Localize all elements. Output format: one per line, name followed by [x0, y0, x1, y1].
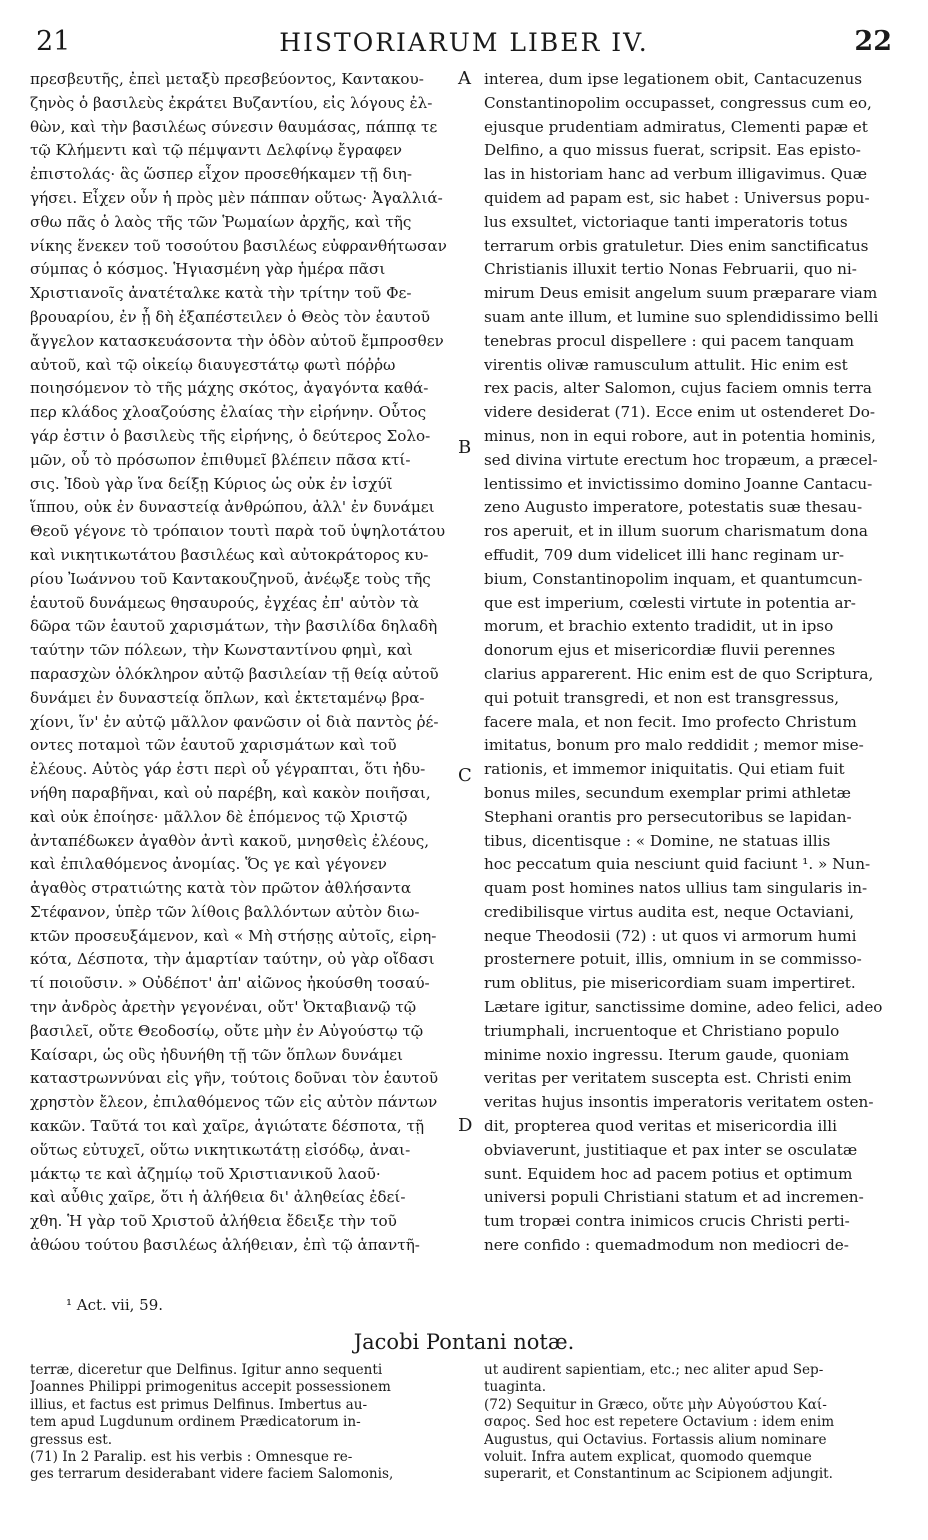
- greek-text-line: πρεσβευτῆς, ἐπεὶ μεταξὺ πρεσβεύοντος, Καντακου-: [30, 70, 424, 88]
- note-line: (71) In 2 Paralip. est his verbis : Omnesque re-: [30, 1449, 353, 1466]
- greek-text-line: μῶν, οὗ τὸ πρόσωπον ἐπιθυμεῖ βλέπειν πᾶσα κτί-: [30, 450, 411, 469]
- latin-text-line: veritas per veritatem suscepta est. Christi enim: [484, 1069, 852, 1088]
- margin-marker-a: A: [458, 68, 471, 89]
- greek-text-line: γάρ ἐστιν ὁ βασιλεὺς τῆς εἰρήνης, ὁ δεύτερος Σολο-: [30, 426, 431, 445]
- greek-text-line: χρηστὸν ἔλεον, ἐπιλαθόμενος τῶν εἰς αὐτὸν πάντων: [30, 1093, 438, 1112]
- greek-text-line: κότα, Δέσποτα, τὴν ἁμαρτίαν ταύτην, οὐ γὰρ οἴδασι: [30, 950, 435, 969]
- greek-text-column: [30, 68, 458, 1258]
- notes-column-right: [484, 1362, 892, 1484]
- greek-text-line: καὶ ἐπιλαθόμενος ἀνομίας. Ὅς γε καὶ γέγονεν: [30, 855, 387, 874]
- latin-text-line: rum oblitus, pie misericordiam suam impertiret.: [484, 974, 856, 993]
- greek-text-line: περ κλάδος χλοαζούσης ἐλαίας τὴν εἰρήνην. Οὗτος: [30, 403, 427, 422]
- latin-text-line: interea, dum ipse legationem obit, Cantacuzenus: [484, 70, 863, 88]
- latin-text-line: effudit, 709 dum videlicet illi hanc reginam ur-: [484, 545, 845, 564]
- greek-text-line: ἑαυτοῦ δυνάμεως θησαυρούς, ἐγχέας ἐπ' αὐτὸν τὰ: [30, 593, 419, 612]
- latin-text-line: morum, et brachio extento tradidit, ut in ipso: [484, 617, 834, 636]
- latin-text-line: suam ante illum, et lumine suo splendidissimo belli: [484, 307, 879, 326]
- note-line: ut audirent sapientiam, etc.; nec aliter apud Sep-: [484, 1362, 824, 1378]
- note-line: superarit, et Constantinum ac Scipionem adjungit.: [484, 1466, 833, 1483]
- latin-text-line: ejusque prudentiam admiratus, Clementi papæ et: [484, 117, 868, 136]
- latin-text-line: rex pacis, alter Salomon, cujus faciem omnis terra: [484, 379, 872, 398]
- note-line: tuaginta.: [484, 1379, 547, 1396]
- greek-text-line: νίκης ἕνεκεν τοῦ τοσούτου βασιλέως εὐφρανθήτωσαν: [30, 236, 447, 255]
- greek-text-line: Στέφανον, ὑπὲρ τῶν λίθοις βαλλόντων αὐτὸν διω-: [30, 902, 420, 921]
- latin-text-line: tibus, dicentisque : « Domine, ne statuas illis: [484, 831, 831, 850]
- latin-text-line: ros aperuit, et in illum suorum charismatum dona: [484, 522, 868, 541]
- latin-text-line: credibilisque virtus audita est, neque Octaviani,: [484, 902, 855, 921]
- greek-text-line: καὶ νικητικωτάτου βασιλέως καὶ αὐτοκράτορος κυ-: [30, 545, 429, 564]
- greek-text-line: σύμπας ὁ κόσμος. Ἡγιασμένη γὰρ ἡμέρα πᾶσι: [30, 260, 386, 279]
- greek-text-line: ταύτην τῶν πόλεων, τὴν Κωνσταντίνου φημὶ, καὶ: [30, 641, 413, 660]
- latin-text-line: universi populi Christiani statum et ad incremen-: [484, 1188, 864, 1207]
- greek-text-line: ποιησόμενον τὸ τῆς μάχης σκότος, ἀγαγόντα καθά-: [30, 379, 429, 398]
- greek-text-line: γήσει. Εἶχεν οὖν ἡ πρὸς μὲν πάππαν οὕτως· Ἀγαλλιά-: [30, 188, 443, 207]
- greek-text-line: αὐτοῦ, καὶ τῷ οἰκείῳ διαυγεστάτῳ φωτὶ πόῤῥω: [30, 355, 396, 374]
- latin-text-line: imitatus, bonum pro malo reddidit ; memor mise-: [484, 736, 864, 755]
- note-line: illius, et factus est primus Delfinus. Imbertus au-: [30, 1396, 368, 1413]
- latin-text-line: clarius apparerent. Hic enim est de quo Scriptura,: [484, 664, 874, 683]
- latin-text-line: lentissimo et invictissimo domino Joanne Cantacu-: [484, 474, 873, 493]
- latin-text-line: bonus miles, secundum exemplar primi athletæ: [484, 783, 851, 802]
- note-line: tem apud Lugdunum ordinem Prædicatorum in-: [30, 1414, 361, 1431]
- greek-text-line: μάκτῳ τε καὶ ἀζημίῳ τοῦ Χριστιανικοῦ λαοῦ·: [30, 1164, 381, 1183]
- greek-text-line: βασιλεῖ, οὔτε Θεοδοσίῳ, οὔτε μὴν ἐν Αὐγούστῳ τῷ: [30, 1021, 424, 1040]
- greek-text-line: θὼν, καὶ τὴν βασιλέως σύνεσιν θαυμάσας, πάππᾳ τε: [30, 117, 438, 136]
- greek-text-line: σις. Ἰδοὺ γὰρ ἵνα δείξῃ Κύριος ὡς οὐκ ἐν ἰσχύϊ: [30, 474, 393, 493]
- latin-text-line: triumphali, incruentoque et Christiano populo: [484, 1021, 840, 1040]
- greek-text-line: οντες ποταμοὶ τῶν ἑαυτοῦ χαρισμάτων καὶ τοῦ: [30, 736, 397, 755]
- latin-text-line: minime noxio ingressu. Iterum gaude, quoniam: [484, 1045, 850, 1064]
- latin-text-line: donorum ejus et misericordiæ fluvii perennes: [484, 641, 836, 660]
- greek-text-line: κακῶν. Ταῦτά τοι καὶ χαῖρε, ἁγιώτατε δέσποτα, τῇ: [30, 1117, 425, 1136]
- greek-text-line: χίονι, ἵν' ἐν αὐτῷ μᾶλλον φανῶσιν οἱ διὰ παντὸς ῥέ-: [30, 712, 439, 731]
- footnote: ¹ Act. vii, 59.: [66, 1296, 164, 1314]
- greek-text-line: κτῶν προσευξάμενον, καὶ « Μὴ στήσῃς αὐτοῖς, εἰρη-: [30, 926, 437, 945]
- greek-text-line: τί ποιοῦσιν. » Οὐδέποτ' ἀπ' αἰῶνος ἠκούσθη τοσαύ-: [30, 974, 430, 993]
- greek-text-line: καὶ οὐκ ἐποίησε· μᾶλλον δὲ ἑπόμενος τῷ Χριστῷ: [30, 807, 408, 826]
- note-line: ges terrarum desiderabant videre faciem Salomonis,: [30, 1466, 394, 1483]
- latin-text-line: videre desiderat (71). Ecce enim ut ostenderet Do-: [484, 403, 876, 422]
- note-line: Joannes Philippi primogenitus accepit possessionem: [30, 1379, 391, 1396]
- latin-text-line: Delfino, a quo missus fuerat, scripsit. Eas episto-: [484, 141, 861, 160]
- running-title: HISTORIARUM LIBER IV.: [279, 28, 649, 57]
- greek-text-line: ἐπιστολάς· ἃς ὥσπερ εἶχον προσεθήκαμεν τῇ διη-: [30, 165, 412, 184]
- greek-text-line: βρουαρίου, ἐν ᾗ δὴ ἐξαπέστειλεν ὁ Θεὸς τὸν ἑαυτοῦ: [30, 307, 431, 326]
- note-line: (72) Sequitur in Græco, οὔτε μὴν Αὐγούστου Καί-: [484, 1396, 827, 1413]
- latin-text-line: sed divina virtute erectum hoc tropæum, a præcel-: [484, 450, 878, 469]
- greek-text-line: δῶρα τῶν ἑαυτοῦ χαρισμάτων, τὴν βασιλίδα δηλαδὴ: [30, 617, 438, 636]
- latin-text-line: lus exsultet, victoriaque tanti imperatoris totus: [484, 212, 848, 231]
- latin-text-line: veritas hujus insontis imperatoris veritatem osten-: [484, 1093, 874, 1112]
- latin-text-line: dit, propterea quod veritas et misericordia illi: [484, 1117, 837, 1136]
- greek-text-line: ἀθώου τούτου βασιλέως ἀλήθειαν, ἐπὶ τῷ ἁπαντῆ-: [30, 1236, 420, 1255]
- latin-text-column: [484, 68, 892, 1258]
- latin-text-line: bium, Constantinopolim inquam, et quantumcun-: [484, 569, 863, 588]
- latin-text-line: tum tropæi contra inimicos crucis Christi perti-: [484, 1212, 850, 1231]
- latin-text-line: Christianis illuxit tertio Nonas Februarii, quo ni-: [484, 260, 857, 279]
- greek-text-line: Θεοῦ γέγονε τὸ τρόπαιον τουτὶ παρὰ τοῦ ὑψηλοτάτου: [30, 522, 446, 541]
- page-number-right: 22: [854, 26, 892, 57]
- latin-text-line: qui potuit transgredi, et non est transgressus,: [484, 688, 840, 707]
- latin-text-line: prosternere potuit, illis, omnium in se commisso-: [484, 950, 862, 969]
- greek-text-line: σθω πᾶς ὁ λαὸς τῆς τῶν Ῥωμαίων ἀρχῆς, καὶ τῆς: [30, 212, 412, 231]
- greek-text-line: ρίου Ἰωάννου τοῦ Καντακουζηνοῦ, ἀνέῳξε τοὺς τῆς: [30, 569, 431, 588]
- note-line: terræ, diceretur que Delfinus. Igitur anno sequenti: [30, 1362, 383, 1378]
- latin-text-line: rationis, et immemor iniquitatis. Qui etiam fuit: [484, 760, 845, 779]
- latin-text-line: sunt. Equidem hoc ad pacem potius et optimum: [484, 1164, 853, 1183]
- margin-marker-c: C: [458, 765, 472, 786]
- latin-text-line: virentis olivæ ramusculum attulit. Hic enim est: [484, 355, 848, 374]
- latin-text-line: terrarum orbis gratuletur. Dies enim sanctificatus: [484, 236, 869, 255]
- latin-text-line: hoc peccatum quia nesciunt quid faciunt ¹. » Nun-: [484, 855, 871, 874]
- latin-text-line: minus, non in equi robore, aut in potentia hominis,: [484, 426, 876, 445]
- margin-marker-b: B: [458, 437, 472, 458]
- greek-text-line: ἄγγελον κατασκευάσοντα τὴν ὁδὸν αὐτοῦ ἔμπροσθεν: [30, 331, 444, 350]
- greek-text-line: καὶ αὖθις χαῖρε, ὅτι ἡ ἀλήθεια δι' ἀληθείας ἐδεί-: [30, 1188, 406, 1207]
- greek-text-line: νήθη παραβῆναι, καὶ οὐ παρέβη, καὶ κακὸν ποιῆσαι,: [30, 783, 431, 802]
- greek-text-line: ἐλέους. Αὐτὸς γάρ ἐστι περὶ οὗ γέγραπται, ὅτι ἠδυ-: [30, 760, 426, 779]
- latin-text-line: Constantinopolim occupasset, congressus cum eo,: [484, 93, 872, 112]
- latin-text-line: neque Theodosii (72) : ut quos vi armorum humi: [484, 926, 857, 945]
- note-line: voluit. Infra autem explicat, quomodo quemque: [484, 1449, 812, 1466]
- greek-text-line: παρασχὼν ὁλόκληρον αὐτῷ βασιλείαν τῇ θείᾳ αὐτοῦ: [30, 664, 439, 683]
- margin-marker-d: D: [458, 1115, 473, 1136]
- greek-text-line: ἵππου, οὐκ ἐν δυναστείᾳ ἀνθρώπου, ἀλλ' ἐν δυνάμει: [30, 498, 435, 517]
- page-header: [30, 26, 898, 60]
- greek-text-line: την ἀνδρὸς ἀρετὴν γεγονέναι, οὔτ' Ὀκταβιανῷ τῷ: [30, 998, 417, 1017]
- notes-column-left: [30, 1362, 450, 1484]
- greek-text-line: Καίσαρι, ὡς οὓς ἠδυνήθη τῇ τῶν ὅπλων δυνάμει: [30, 1045, 403, 1064]
- latin-text-line: que est imperium, cœlesti virtute in potentia ar-: [484, 593, 856, 612]
- greek-text-line: Χριστιανοῖς ἀνατέταλκε κατὰ τὴν τρίτην τοῦ Φε-: [30, 284, 412, 303]
- greek-text-line: χθη. Ἡ γὰρ τοῦ Χριστοῦ ἀλήθεια ἔδειξε τὴν τοῦ: [30, 1212, 397, 1231]
- note-line: Augustus, qui Octavius. Fortassis alium nominare: [484, 1431, 827, 1448]
- latin-text-line: las in historiam hanc ad verbum illigavimus. Quæ: [484, 165, 867, 184]
- latin-text-line: mirum Deus emisit angelum suum præparare viam: [484, 284, 878, 303]
- note-line: σαρος. Sed hoc est repetere Octavium : idem enim: [484, 1414, 835, 1431]
- latin-text-line: Lætare igitur, sanctissime domine, adeo felici, adeo: [484, 998, 883, 1017]
- greek-text-line: ζηνὸς ὁ βασιλεὺς ἐκράτει Βυζαντίου, εἰς λόγους ἐλ-: [30, 93, 433, 112]
- latin-text-line: nere confido : quemadmodum non mediocri de-: [484, 1236, 849, 1255]
- greek-text-line: τῷ Κλήμεντι καὶ τῷ πέμψαντι Δελφίνῳ ἔγραφεν: [30, 141, 402, 160]
- greek-text-line: καταστρωννύναι εἰς γῆν, τούτοις δοῦναι τὸν ἑαυτοῦ: [30, 1069, 439, 1088]
- notes-title: Jacobi Pontani notæ.: [353, 1330, 575, 1354]
- greek-text-line: οὕτως εὐτυχεῖ, οὕτω νικητικωτάτῃ εἰσόδῳ, ἀναι-: [30, 1140, 411, 1159]
- note-line: gressus est.: [30, 1431, 113, 1448]
- latin-text-line: quam post homines natos ullius tam singularis in-: [484, 879, 868, 898]
- latin-text-line: Stephani orantis pro persecutoribus se lapidan-: [484, 807, 852, 826]
- latin-text-line: obviaverunt, justitiaque et pax inter se osculatæ: [484, 1140, 858, 1159]
- greek-text-line: ἀγαθὸς στρατιώτης κατὰ τὸν πρῶτον ἀθλήσαντα: [30, 879, 412, 898]
- page-number-left: 21: [36, 26, 71, 57]
- greek-text-line: ἀνταπέδωκεν ἀγαθὸν ἀντὶ κακοῦ, μνησθεὶς ἐλέους,: [30, 831, 430, 850]
- latin-text-line: tenebras procul dispellere : qui pacem tanquam: [484, 331, 855, 350]
- latin-text-line: facere mala, et non fecit. Imo profecto Christum: [484, 712, 857, 731]
- latin-text-line: quidem ad papam est, sic habet : Universus popu-: [484, 188, 870, 207]
- latin-text-line: zeno Augusto imperatore, potestatis suæ thesau-: [484, 498, 863, 517]
- greek-text-line: δυνάμει ἐν δυναστείᾳ ὅπλων, καὶ ἐκτεταμένῳ βρα-: [30, 688, 425, 707]
